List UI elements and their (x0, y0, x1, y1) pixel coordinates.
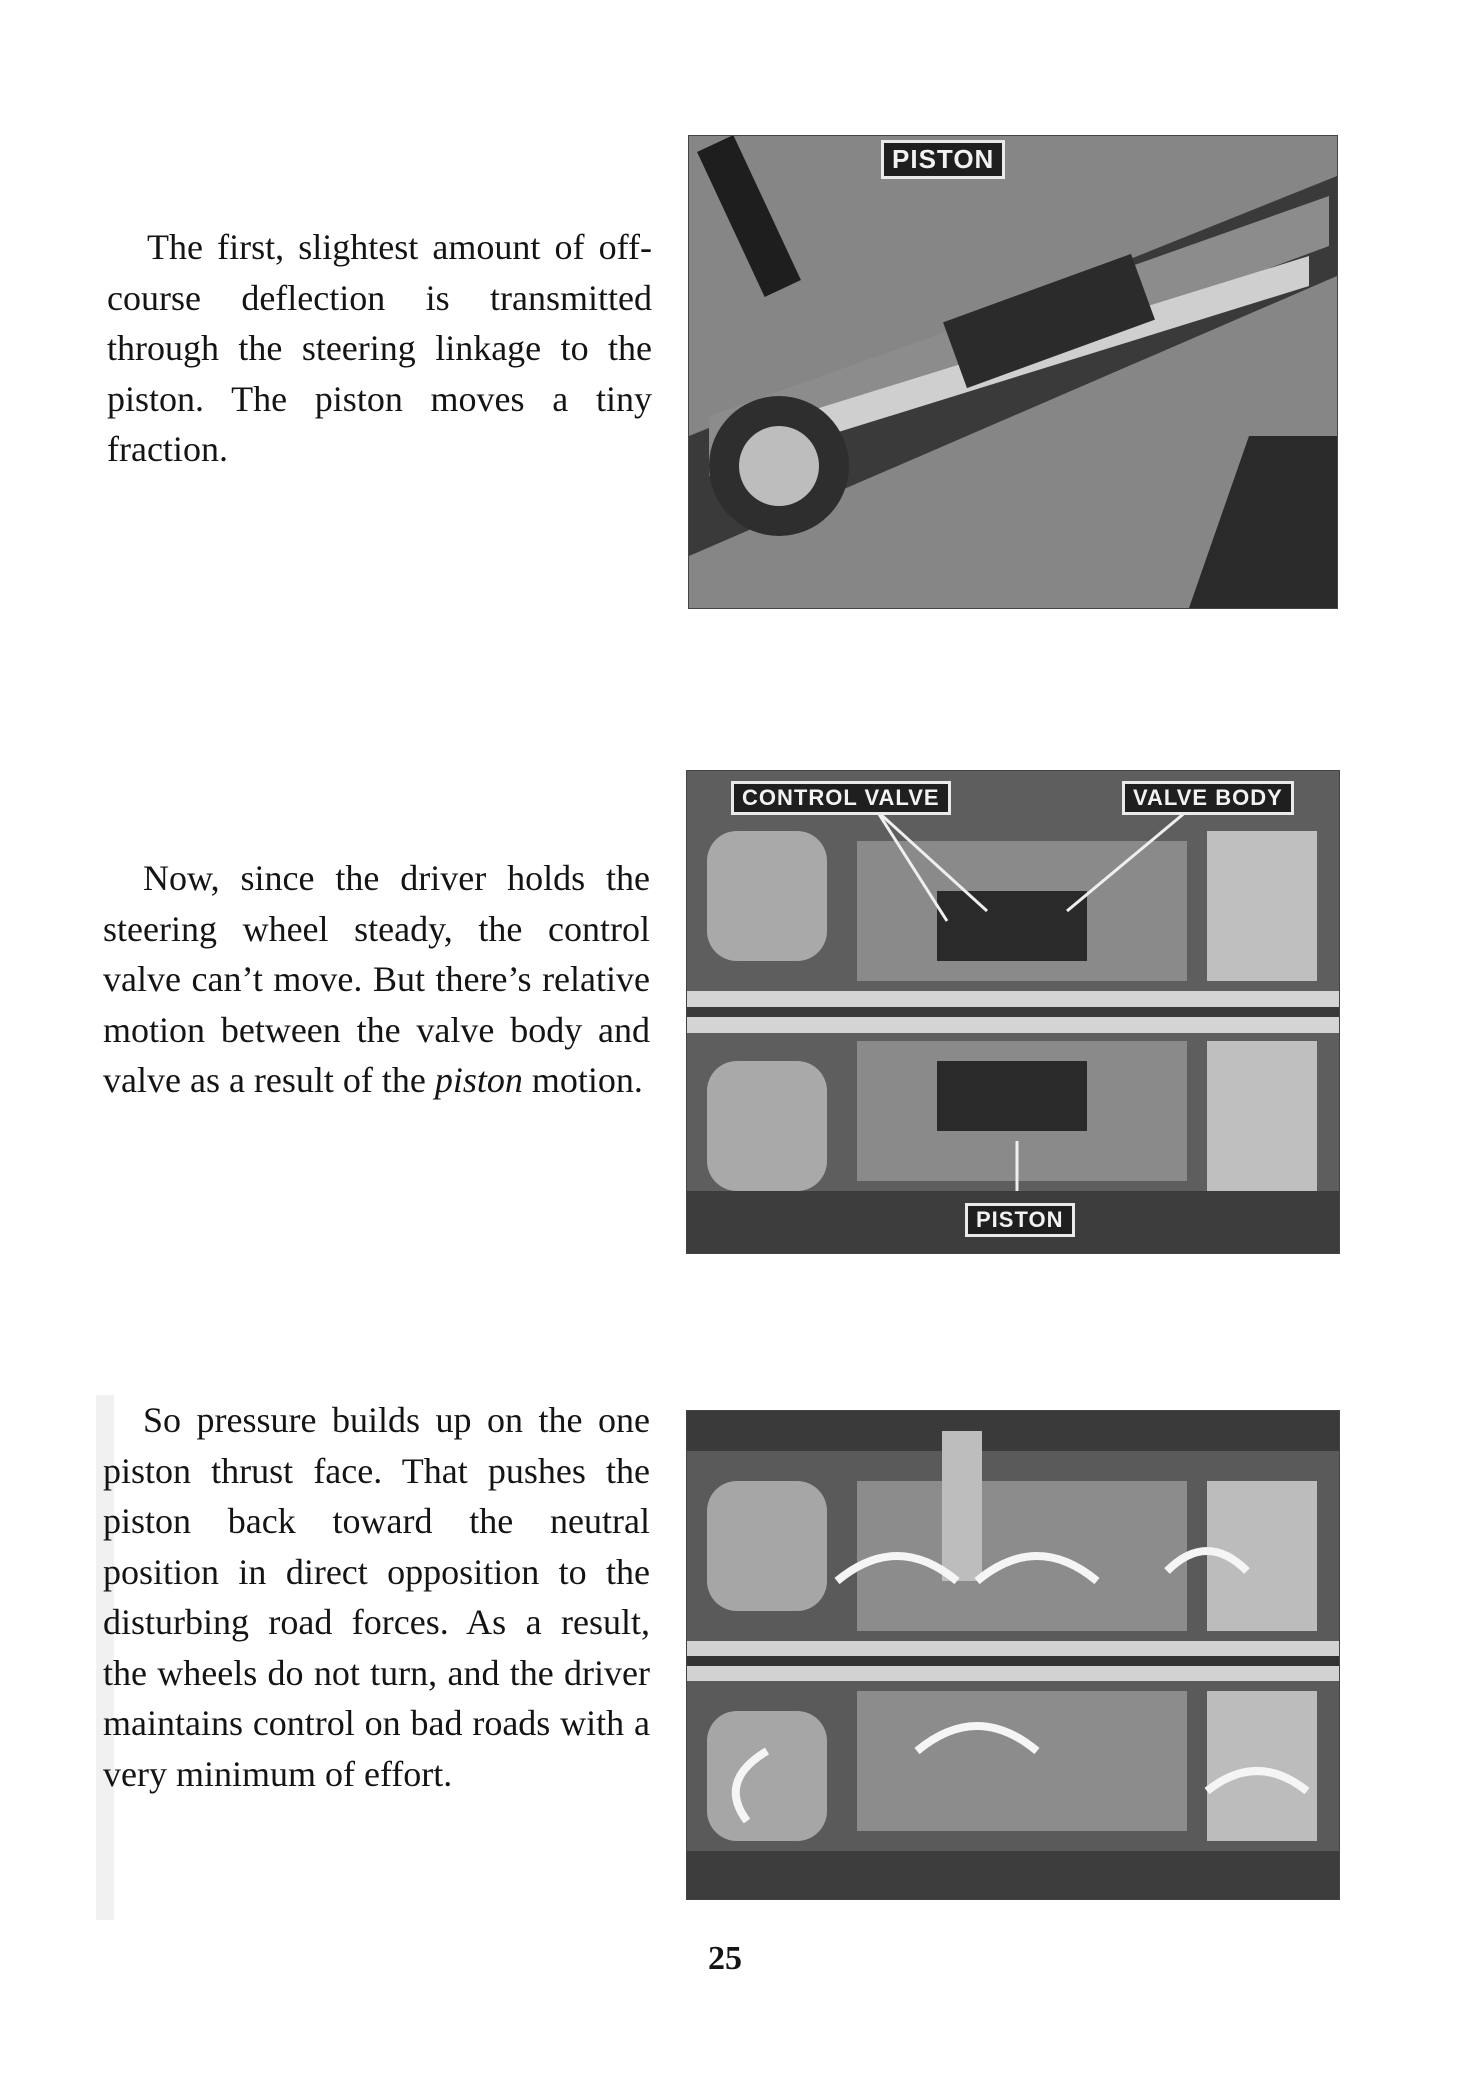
paragraph-2-emphasis: piston (434, 1060, 523, 1100)
pressure-flow-illustration (687, 1411, 1339, 1899)
paragraph-2-text-after: motion. (522, 1060, 643, 1100)
steering-gear-illustration (689, 136, 1337, 608)
paragraph-2-text-before: Now, since the driver holds the steering wheel steady, the control valve can’t move. But there’s relative motion between the valve body and valve as a result of the (103, 858, 650, 1100)
paragraph-3 (103, 1395, 650, 1799)
paragraph-1-text: The first, slightest amount of off-course deflection is transmitted through the steering linkage to the piston. The piston moves a tiny fraction. (107, 227, 652, 469)
callout-control-valve: CONTROL VALVE (731, 781, 951, 815)
figure-pressure-flow-cutaway (686, 1410, 1340, 1900)
page-number: 25 (708, 1940, 742, 1977)
paragraph-1 (107, 222, 652, 475)
paragraph-2-text (103, 853, 650, 1106)
callout-piston: PISTON (881, 140, 1005, 179)
control-valve-illustration (687, 771, 1339, 1253)
callout-valve-body: VALVE BODY (1122, 781, 1294, 815)
callout-piston-lower: PISTON (965, 1203, 1075, 1237)
figure-control-valve-cutaway (686, 770, 1340, 1254)
paragraph-2 (103, 853, 650, 1106)
figure-steering-gear-cutaway (688, 135, 1338, 609)
paragraph-3-text: So pressure builds up on the one piston thrust face. That pushes the piston back toward the neutral position in direct opposition to the disturbing road forces. As a result, the wheels do not turn, and the driver maintains control on bad roads with a very minimum of effort. (103, 1400, 650, 1794)
